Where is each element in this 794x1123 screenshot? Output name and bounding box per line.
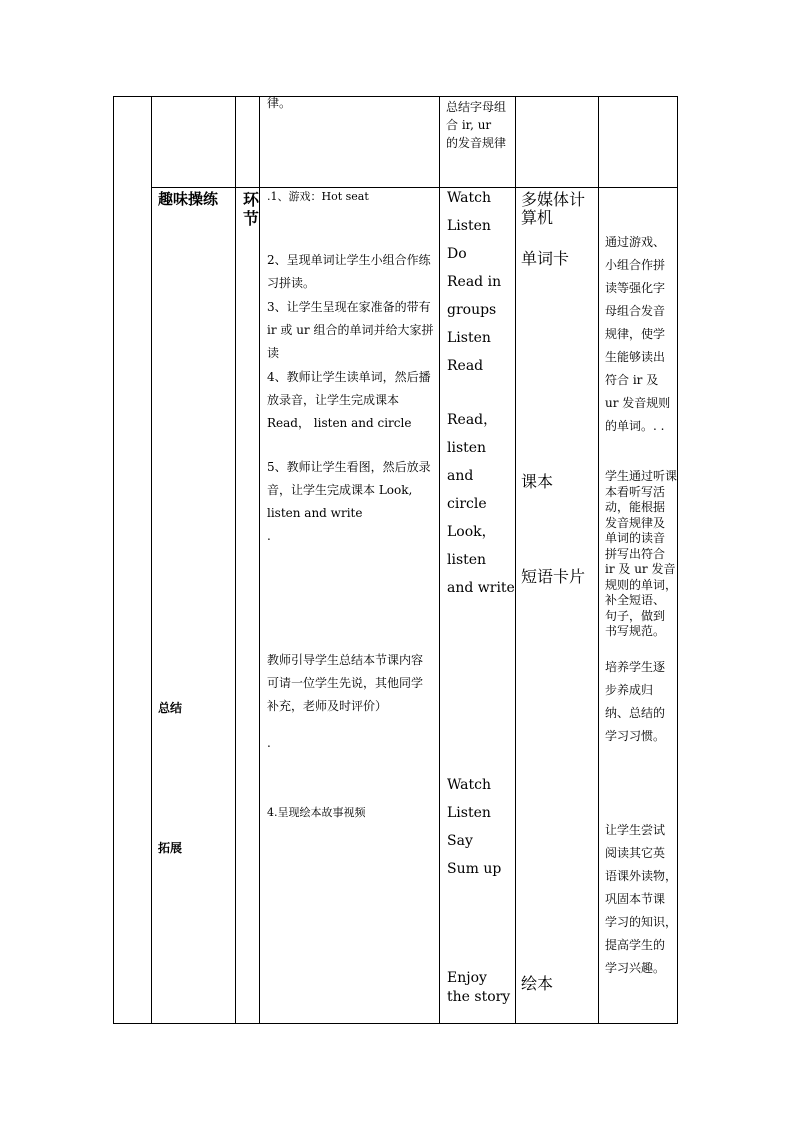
resource-line: 算机: [521, 208, 554, 227]
student-activities-group-3: [447, 771, 501, 883]
activity-step-2: [267, 249, 431, 295]
section-label-segment-2: 节: [243, 209, 260, 228]
student-activity: circle: [447, 496, 487, 512]
purpose-line: 培养学生逐: [605, 660, 666, 674]
activity-line: .: [267, 529, 271, 543]
section-label-summary: 总结: [158, 701, 183, 715]
purpose-line: 动，能根据: [605, 500, 666, 514]
student-activity: Read，: [447, 412, 498, 428]
activity-step-4: [267, 366, 431, 435]
student-activity: Look，: [447, 524, 496, 540]
section-label-segment-1: 环: [243, 190, 260, 209]
column-border: [113, 96, 114, 1024]
activity-line: 放录音，让学生完成课本: [267, 393, 400, 407]
purpose-line: 书写规范。: [605, 624, 666, 638]
activity-line: 3、让学生呈现在家准备的带有: [267, 300, 431, 314]
purpose-line: 学习的知识，: [605, 915, 678, 929]
purpose-line: 补全短语、: [605, 593, 666, 607]
purpose-line: 句子，做到: [605, 608, 666, 623]
purpose-line: 通过游戏、: [605, 235, 666, 249]
column-border: [515, 96, 516, 1024]
student-activity: groups: [447, 302, 497, 318]
section-label-fun-practice: 趣味操练: [158, 190, 219, 208]
purpose-line: 小组合作拼: [605, 258, 666, 272]
purpose-line: 合 ir, ur: [446, 118, 492, 132]
student-activities-group-1: [447, 184, 501, 380]
student-activity: listen: [447, 440, 487, 456]
student-activity: Do: [447, 246, 467, 262]
purpose-line: 阅读其它英: [605, 846, 666, 860]
resource-picture-book: 绘本: [521, 974, 554, 993]
purpose-line: ur 发音规则: [605, 396, 671, 410]
student-activity: Read: [447, 358, 484, 374]
activity-line: 习拼读。: [267, 276, 316, 290]
purpose-line: 读等强化字: [605, 281, 666, 295]
purpose-block-2: [605, 469, 677, 640]
column-border: [598, 96, 599, 1024]
student-activities-group-2: [447, 406, 515, 602]
purpose-line: ir 及 ur 发音: [605, 562, 676, 576]
top-row-purpose: [446, 98, 506, 152]
activity-line: 4、教师让学生读单词，然后播: [267, 370, 431, 384]
student-activity: Listen: [447, 805, 491, 821]
purpose-line: 学习习惯。: [605, 729, 666, 743]
activity-step-5: [267, 456, 431, 548]
column-border: [439, 96, 440, 1024]
summary-activity: [267, 649, 423, 755]
activity-line: ir 或 ur 组合的单词并给大家拼: [267, 323, 434, 337]
student-activity: Say: [447, 833, 473, 849]
table-top-border: [113, 96, 678, 97]
activity-step-3: [267, 296, 433, 365]
purpose-line: 母组合发音: [605, 304, 666, 318]
purpose-line: 规则的单词，: [605, 577, 678, 592]
purpose-block-1: [605, 231, 670, 438]
top-row-activity-text: 律。: [267, 96, 292, 110]
activity-line: 教师引导学生总结本节课内容: [267, 653, 424, 667]
column-border: [151, 96, 152, 1024]
student-activities-group-4: [447, 969, 510, 1007]
student-activity: and write: [447, 580, 515, 596]
student-activity: Sum up: [447, 861, 502, 877]
student-activity: Watch: [447, 777, 492, 793]
column-border: [677, 96, 678, 1024]
activity-line: 补充，老师及时评价）: [267, 699, 388, 713]
purpose-line: 总结字母组: [446, 100, 507, 114]
activity-line: 2、呈现单词让学生小组合作练: [267, 253, 431, 267]
activity-line: .: [267, 736, 271, 750]
purpose-block-3: [605, 656, 665, 748]
purpose-line: 的发音规律: [446, 136, 507, 150]
student-activity: and: [447, 468, 474, 484]
activity-line: 可请一位学生先说，其他同学: [267, 676, 424, 690]
student-activity: Listen: [447, 218, 491, 234]
purpose-block-4: [605, 819, 677, 980]
student-activity: listen: [447, 552, 487, 568]
purpose-line: 拼写出符合: [605, 546, 666, 561]
purpose-line: 步养成归: [605, 683, 654, 697]
resource-textbook: 课本: [521, 472, 554, 491]
purpose-line: 规律，使学: [605, 327, 666, 341]
extension-activity: 4.呈现绘本故事视频: [267, 806, 366, 819]
student-activity: Listen: [447, 330, 491, 346]
activity-line: 5、教师让学生看图，然后放录: [267, 460, 431, 474]
section-label-extension: 拓展: [158, 841, 183, 855]
resource-multimedia: [521, 191, 585, 227]
resource-phrase-cards: 短语卡片: [521, 567, 586, 586]
student-activity: the story: [447, 989, 511, 1005]
purpose-line: 发音规律及: [605, 515, 666, 530]
purpose-line: 学习兴趣。: [605, 961, 666, 975]
student-activity: Read in: [447, 274, 502, 290]
activity-line: listen and write: [267, 506, 363, 520]
student-activity: Watch: [447, 190, 492, 206]
purpose-line: 学生通过听课: [605, 469, 678, 483]
table-bottom-border: [113, 1023, 678, 1024]
column-border: [259, 96, 260, 1024]
purpose-line: 符合 ir 及: [605, 373, 659, 387]
activity-line: 读: [267, 346, 280, 360]
purpose-line: 单词的读音: [605, 531, 666, 545]
purpose-line: 纳、总结的: [605, 706, 666, 720]
resource-line: 多媒体计: [521, 190, 586, 209]
resource-word-cards: 单词卡: [521, 249, 570, 268]
purpose-line: 本看听写活: [605, 484, 666, 499]
activity-line: Read， listen and circle: [267, 416, 412, 430]
column-border: [235, 96, 236, 1024]
activity-line: 音，让学生完成课本 Look,: [267, 483, 413, 497]
purpose-line: 的单词。. .: [605, 419, 665, 433]
purpose-line: 巩固本节课: [605, 892, 666, 906]
purpose-line: 提高学生的: [605, 938, 666, 952]
activity-step-1: .1、游戏：Hot seat: [267, 190, 369, 203]
purpose-line: 生能够读出: [605, 350, 666, 364]
student-activity: Enjoy: [447, 970, 487, 986]
purpose-line: 语课外读物，: [605, 869, 678, 883]
purpose-line: 让学生尝试: [605, 823, 666, 837]
